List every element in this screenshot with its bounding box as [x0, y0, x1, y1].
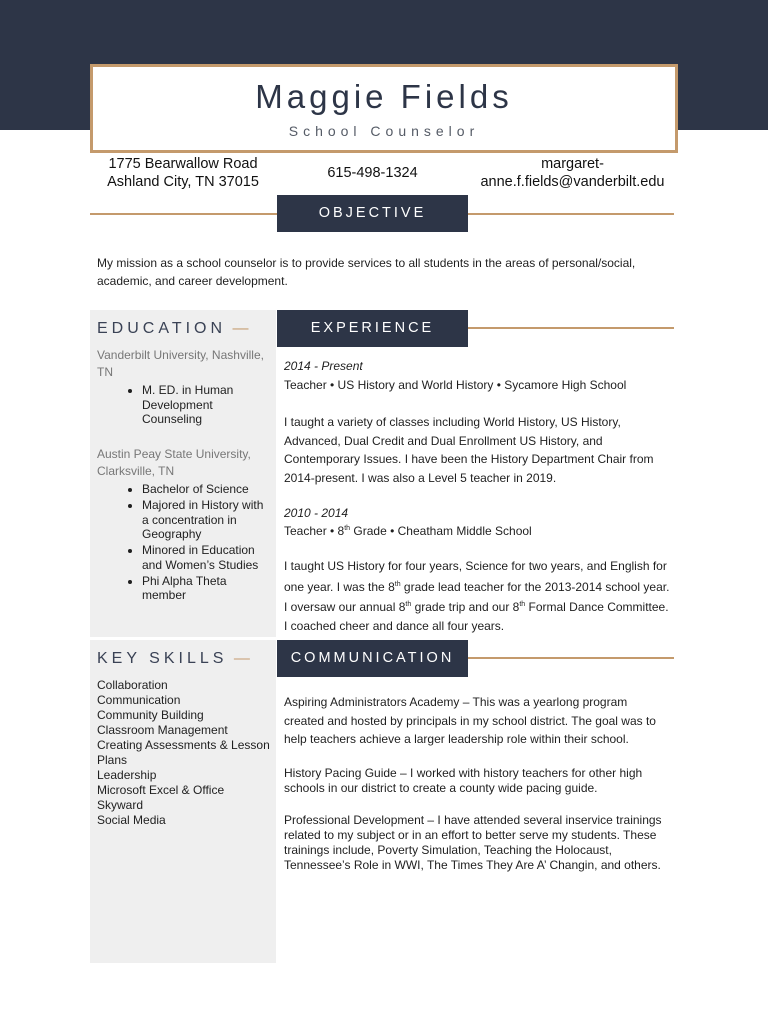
key-skills-heading-label: KEY SKILLS — [97, 650, 228, 667]
degree-list — [97, 383, 273, 427]
ordinal-suffix: th — [344, 525, 351, 532]
list-item: Classroom Management — [97, 723, 228, 737]
degree-list — [97, 482, 273, 603]
list-item: • Majored in History with a concentration in Geography — [142, 498, 273, 542]
email-line-1: margaret- — [541, 156, 604, 172]
address-line-1: 1775 Bearwallow Road — [108, 156, 258, 172]
objective-text: My mission as a school counselor is to provide services to all students in the areas of personal/social, academic, and career development. — [97, 256, 636, 288]
communication-paragraph-1: Aspiring Administrators Academy – This was a yearlong program created and hosted by principals in my school district. The goal was to help teachers achieve a larger leadership role within their school. — [284, 695, 656, 746]
list-item: • Bachelor of Science — [142, 482, 273, 497]
address-line-2: Ashland City, TN 37015 — [107, 174, 259, 190]
job-1-description: I taught a variety of classes including World History, US History, Advanced, Dual Credit and Dual Enrollment US History, and Contemporary Issues. I have been the History Department Chair from 2014-present. I was also a Level 5 teacher in 2019. — [284, 415, 654, 485]
education-school-2 — [97, 446, 273, 604]
job-2-desc-text: I taught US History for four years, Science for two years, and English for one year. I was the 8 — [284, 559, 667, 594]
job-2-role-text: Teacher • 8 — [284, 524, 345, 538]
contact-address — [92, 155, 274, 191]
job-2-dates: 2010 - 2014 — [284, 506, 349, 520]
job-2-role-text: Grade • Cheatham Middle School — [350, 524, 532, 538]
name-box — [90, 64, 678, 153]
list-item: Leadership — [97, 768, 157, 782]
school-name: Austin Peay State University, Clarksville, TN — [97, 447, 251, 478]
job-1-dates: 2014 - Present — [284, 359, 363, 373]
list-item: Communication — [97, 693, 181, 707]
experience-heading: EXPERIENCE — [277, 310, 468, 347]
communication-paragraph-3: Professional Development – I have attended several inservice trainings related to my subject or in an effort to better serve my students. These trainings include, Poverty Simulation, Teaching the Holocaust, Tennessee’s Role in WWI, The Times They Are A’ Changin, and others. — [284, 813, 662, 872]
objective-heading: OBJECTIVE — [277, 195, 468, 232]
job-1-role: Teacher • US History and World History • Sycamore High School — [284, 378, 627, 392]
list-item: Creating Assessments & Lesson Plans — [97, 738, 270, 767]
candidate-title: School Counselor — [288, 123, 480, 139]
job-2-role — [284, 521, 670, 539]
candidate-name: Maggie Fields — [255, 78, 513, 115]
list-item: Microsoft Excel & Office — [97, 783, 225, 797]
school-name: Vanderbilt University, Nashville, TN — [97, 348, 264, 379]
communication-heading: COMMUNICATION — [277, 640, 468, 677]
contact-phone: 615-498-1324 — [327, 165, 418, 181]
job-2-desc-text: grade trip and our 8 — [411, 600, 520, 614]
contact-email — [470, 155, 675, 191]
key-skills-heading: KEY SKILLS — — [97, 650, 250, 667]
list-item: Social Media — [97, 813, 166, 827]
education-school-1 — [97, 347, 273, 428]
education-heading: EDUCATION — — [97, 320, 249, 337]
email-line-2: anne.f.fields@vanderbilt.edu — [480, 174, 665, 190]
list-item: • Minored in Education and Women’s Studies — [142, 543, 273, 572]
communication-rule — [468, 657, 674, 659]
job-2-desc-text: Formal Dance Committee. I coached cheer and dance all four years. — [284, 600, 669, 633]
ordinal-suffix: th — [519, 601, 526, 608]
skills-list — [97, 678, 273, 828]
sidebar-divider — [90, 637, 276, 640]
list-item: Skyward — [97, 798, 144, 812]
list-item: • M. ED. in Human Development Counseling — [142, 383, 273, 427]
communication-paragraph-2: History Pacing Guide – I worked with history teachers for other high schools in our district to create a county wide pacing guide. — [284, 766, 643, 795]
experience-rule — [468, 327, 674, 329]
list-item: Collaboration — [97, 678, 168, 692]
list-item: • Phi Alpha Theta member — [142, 574, 273, 603]
job-2-description — [284, 557, 670, 635]
ordinal-suffix: th — [394, 580, 401, 588]
ordinal-suffix: th — [405, 601, 412, 608]
education-heading-label: EDUCATION — [97, 320, 227, 337]
list-item: Community Building — [97, 708, 204, 722]
job-2-desc-text: grade lead teacher for the 2013-2014 school year. I oversaw our annual 8 — [284, 579, 670, 614]
